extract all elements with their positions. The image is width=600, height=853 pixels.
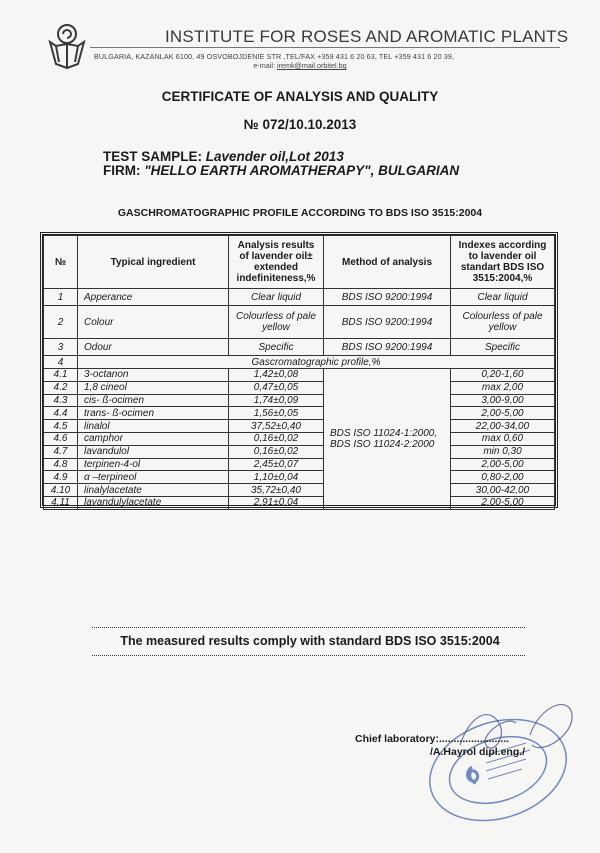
- gc-table-row: [44, 458, 555, 471]
- row-ingredient: linalylacetate: [78, 484, 229, 497]
- row-index: 30,00-42,00: [451, 484, 555, 497]
- gc-table-row: [44, 484, 555, 497]
- row-ingredient: α –terpineol: [78, 471, 229, 484]
- header-ingredient: Typical ingredient: [78, 236, 229, 289]
- row-ingredient: lavandulylacetate: [78, 496, 229, 509]
- row-ingredient: linalol: [78, 420, 229, 433]
- row-no: 4.1: [44, 369, 78, 382]
- row-method: BDS ISO 9200:1994: [324, 339, 451, 356]
- row-result: 1,42±0,08: [229, 369, 324, 382]
- row-ingredient: cis- ß-ocimen: [78, 394, 229, 407]
- row-result: 35,72±0,40: [229, 484, 324, 497]
- table-row: [44, 339, 555, 356]
- email-link[interactable]: iremk@mail.orbitel.bg: [276, 61, 347, 70]
- row-ingredient: 3-octanon: [78, 369, 229, 382]
- profile-title: GASCHROMATOGRAPHIC PROFILE ACCORDING TO BDS ISO 3515:2004: [117, 207, 483, 219]
- row-ingredient: terpinen-4-ol: [78, 458, 229, 471]
- row-ingredient: Colour: [78, 306, 229, 339]
- certificate-title: CERTIFICATE OF ANALYSIS AND QUALITY: [161, 89, 439, 104]
- row-no: 4.2: [44, 381, 78, 394]
- table-header-row: [44, 236, 555, 289]
- row-index: min 0,30: [451, 445, 555, 458]
- row-result: Clear liquid: [229, 289, 324, 306]
- gc-table-row: [44, 407, 555, 420]
- chief-laboratory-label: Chief laboratory:........................: [355, 733, 510, 745]
- row-ingredient: lavandulol: [78, 445, 229, 458]
- row-index: 22,00-34,00: [451, 420, 555, 433]
- row-no: 2: [44, 306, 78, 339]
- results-table: [43, 235, 555, 510]
- row-index: 2,00-5,00: [451, 407, 555, 420]
- row-index: Colourless of pale yellow: [451, 306, 555, 339]
- row-result: 2,45±0,07: [229, 458, 324, 471]
- row-ingredient: trans- ß-ocimen: [78, 407, 229, 420]
- email-line: [0, 61, 600, 70]
- dotted-divider-top: [92, 627, 525, 628]
- header-no: №: [44, 236, 78, 289]
- row-result: 37,52±0,40: [229, 420, 324, 433]
- row-no: 3: [44, 339, 78, 356]
- row-no: 1: [44, 289, 78, 306]
- row-no: 4.3: [44, 394, 78, 407]
- firm-value: "HELLO EARTH AROMATHERAPY", BULGARIAN: [144, 163, 460, 178]
- row-result: 1,10±0,04: [229, 471, 324, 484]
- row-no: 4.10: [44, 484, 78, 497]
- gc-table-row: [44, 471, 555, 484]
- email-label: e-mail:: [253, 61, 275, 70]
- gc-table-row: [44, 381, 555, 394]
- header-divider: [90, 47, 560, 48]
- row-result: 1,56±0,05: [229, 407, 324, 420]
- row-index: max 2,00: [451, 381, 555, 394]
- header-method: Method of analysis: [324, 236, 451, 289]
- row-result: 2,91±0,04: [229, 496, 324, 509]
- row-no: 4.11: [44, 496, 78, 509]
- test-sample-label: TEST SAMPLE:: [103, 149, 203, 164]
- table-row: [44, 289, 555, 306]
- row-no: 4.9: [44, 471, 78, 484]
- row-result: 0,47±0,05: [229, 381, 324, 394]
- row-no: 4.5: [44, 420, 78, 433]
- row-ingredient: 1,8 cineol: [78, 381, 229, 394]
- row-ingredient: Odour: [78, 339, 229, 356]
- institute-name: INSTITUTE FOR ROSES AND AROMATIC PLANTS: [165, 27, 569, 46]
- header-indexes: Indexes according to lavender oil standart BDS ISO 3515:2004,%: [451, 236, 555, 289]
- institute-address: BULGARIA, KAZANLAK 6100, 49 OSVOBOJDENIE STR ,TEL/FAX +359 431 6 20 63, TEL +359 431 6 20 39,: [94, 52, 455, 61]
- row-index: 3,00-9,00: [451, 394, 555, 407]
- row-result: 0,16±0,02: [229, 445, 324, 458]
- results-table-frame: [40, 232, 558, 508]
- row-index: Specific: [451, 339, 555, 356]
- row-method: BDS ISO 9200:1994: [324, 306, 451, 339]
- row-ingredient: camphor: [78, 432, 229, 445]
- section-row: [44, 356, 555, 369]
- row-result: 1,74±0,09: [229, 394, 324, 407]
- laboratory-stamp-icon: [420, 695, 585, 825]
- row-no: 4.6: [44, 432, 78, 445]
- test-sample-value: Lavender oil,Lot 2013: [205, 149, 344, 164]
- gc-method: BDS ISO 11024-1:2000, BDS ISO 11024-2:2000: [324, 369, 451, 510]
- row-result: Specific: [229, 339, 324, 356]
- row-index: max 0,60: [451, 432, 555, 445]
- test-sample-line: [103, 149, 344, 164]
- row-index: 2,00-5,00: [451, 458, 555, 471]
- table-row: [44, 306, 555, 339]
- row-index: Clear liquid: [451, 289, 555, 306]
- row-method: BDS ISO 9200:1994: [324, 289, 451, 306]
- row-result: Colourless of pale yellow: [229, 306, 324, 339]
- signer-name: /A.Hayrol dipl.eng./: [430, 746, 526, 758]
- row-index: 0,80-2,00: [451, 471, 555, 484]
- row-no: 4.8: [44, 458, 78, 471]
- header-results: Analysis results of lavender oil± extended indefiniteness,%: [229, 236, 324, 289]
- row-ingredient: Apperance: [78, 289, 229, 306]
- gc-table-row: [44, 496, 555, 509]
- row-no: 4.7: [44, 445, 78, 458]
- certificate-number: № 072/10.10.2013: [243, 117, 357, 132]
- row-index: 0,20-1,60: [451, 369, 555, 382]
- section-no: 4: [44, 356, 78, 369]
- row-no: 4.4: [44, 407, 78, 420]
- gc-table-row: [44, 420, 555, 433]
- gc-table-row: [44, 445, 555, 458]
- firm-line: [103, 163, 459, 178]
- gc-table-row: [44, 394, 555, 407]
- gc-table-row: [44, 369, 555, 382]
- dotted-divider-bottom: [92, 655, 525, 656]
- firm-label: FIRM:: [103, 163, 141, 178]
- row-index: 2,00-5,00: [451, 496, 555, 509]
- row-result: 0,16±0,02: [229, 432, 324, 445]
- conclusion-text: The measured results comply with standard BDS ISO 3515:2004: [120, 634, 500, 648]
- gc-table-row: [44, 432, 555, 445]
- section-label: Gascromatographic profile,%: [78, 356, 555, 369]
